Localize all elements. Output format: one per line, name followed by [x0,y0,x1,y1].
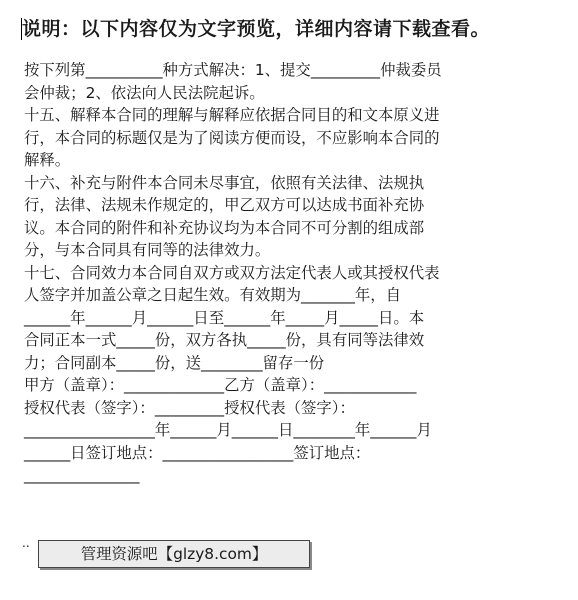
doc-line: 议。本合同的附件和补充协议均为本合同不可分割的组成部 [24,218,425,237]
doc-line: 十六、补充与附件本合同未尽事宜，依照有关法律、法规执 [24,173,425,192]
doc-line: 十五、解释本合同的理解与解释应依据合同目的和文本原义进 [24,106,440,124]
doc-line: 力；合同副本_____份，送________留存一份 [24,353,325,372]
doc-line: 行，本合同的标题仅是为了阅读方便而设，不应影响本合同的 [24,128,440,147]
doc-line: 人签字并加盖公章之日起生效。有效期为_______年，自 [24,286,402,304]
doc-line: 分，与本合同具有同等的法律效力。 [24,241,271,259]
doc-line: 解释。 [24,151,71,169]
doc-line: 会仲裁；2、依法向人民法院起诉。 [24,83,265,102]
doc-line: ______年______月______日至______年_____月_____日。本 [24,308,425,327]
doc-line: 合同正本一式_____份，双方各执_____份，具有同等法律效 [24,331,425,349]
source-link-button[interactable]: 管理资源吧【glzy8.com】 [38,540,310,568]
document-body [24,59,564,487]
doc-line: 甲方（盖章）：_____________乙方（盖章）：____________ [24,376,417,394]
doc-line: 十七、合同效力本合同自双方或双方法定代表人或其授权代表 [24,263,440,282]
trailing-dots: .. [22,536,30,550]
preview-notice: 说明：以下内容仅为文字预览，详细内容请下载查看。 [22,18,491,40]
doc-line: ______日签订地点：_________________签订地点： [24,443,371,462]
doc-line: 行，法律、法规未作规定的，甲乙双方可以达成书面补充协 [24,196,425,214]
doc-line: _________________年______月______日________年______月 [24,421,432,439]
doc-line: _______________ [24,466,140,484]
doc-line: 授权代表（签字）：_________授权代表（签字）： [24,398,355,417]
doc-line: 按下列第__________种方式解决：1、提交_________仲裁委员 [24,61,442,79]
